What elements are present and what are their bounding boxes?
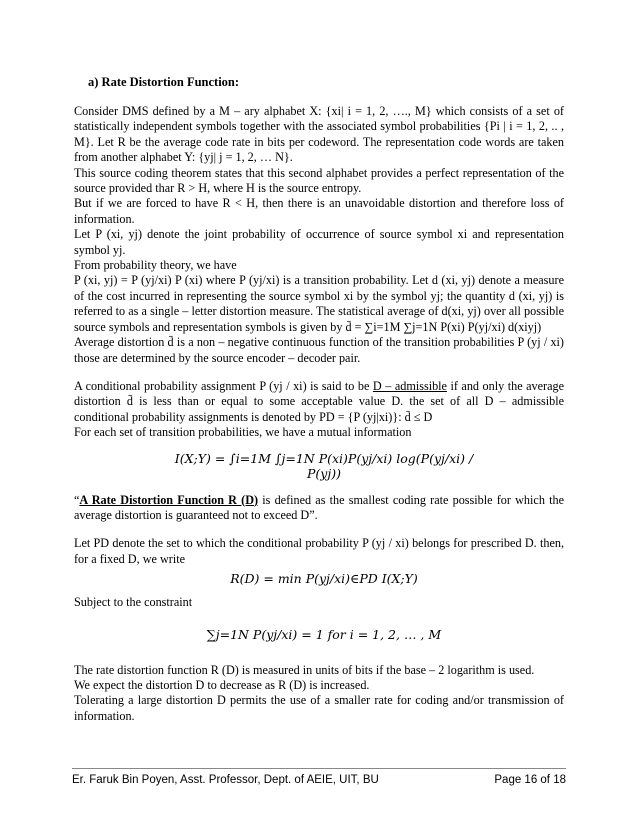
rate-distortion-formula <box>74 567 564 595</box>
paragraph-theorem: This source coding theorem states that this second alphabet provides a perfect representation of the source provided thar R > H, where H is the source entropy. <box>74 165 564 196</box>
paragraph-dms: Consider DMS defined by a M – ary alphabet X: {xi| i = 1, 2, …., M} which consists of a set of statistically independent symbols together with the associated symbol probabilities {Pi | i = 1, 2, .. , M}. Let R be the average code rate in bits per codeword. The representation code words are taken from another alphabet Y: {yj| j = 1, 2, … N}. <box>74 104 564 165</box>
paragraph-average-distortion: Average distortion d̄ is a non – negative continuous function of the transition probabilities P (yj / xi) those are determined by the source encoder – decoder pair. <box>74 335 564 365</box>
footer-page-number: Page 16 of 18 <box>494 774 566 786</box>
paragraph-transition: P (xi, yj) = P (yj/xi) P (xi) where P (yj/xi) is a transition probability. Let d (xi, yj) denote a measure of the cost incurred in representing the source symbol xi by the symbol yj; the quantity d (xi, yj) is referred to as a single – letter distortion measure. The statistical average of d(xi, yj) over all possible source symbols and representation symbols is given by d̄ = ∑i=1M ∑j=1N P(xi) P(yj/xi) d(xiyj) <box>74 273 564 334</box>
footer-divider <box>72 768 566 769</box>
paragraph-tolerating: Tolerating a large distortion D permits the use of a smaller rate for coding and/or transmission of information. <box>74 693 564 723</box>
quote-open: “ <box>74 492 80 507</box>
footer-author: Er. Faruk Bin Poyen, Asst. Professor, Dept. of AEIE, UIT, BU <box>72 774 379 786</box>
rate-distortion-expression: R(D) = min P(yj/xi)∈PD I(X;Y) <box>230 571 418 587</box>
paragraph-units: The rate distortion function R (D) is measured in units of bits if the base – 2 logarithm is used. <box>74 662 535 677</box>
rate-definition-term: A Rate Distortion Function R (D) <box>79 492 259 507</box>
mutual-information-expression: I(X;Y) = ∫i=1M ∫j=1N P(xi)P(yj/xi) log(P(yj/xi) / P(yj)) <box>174 450 474 481</box>
paragraph-joint: Let P (xi, yj) denote the joint probability of occurrence of source symbol xi and representation symbol yj. <box>74 227 564 257</box>
admissible-term: D – admissible <box>372 378 447 393</box>
paragraph-rate-definition <box>74 493 564 524</box>
rate-definition-text: is defined as the smallest coding rate possible for which the average distortion is guaranteed not to exceed D”. <box>74 492 564 522</box>
page-footer <box>72 774 566 786</box>
body-text <box>74 104 564 724</box>
mutual-information-formula <box>74 441 564 493</box>
admissible-text-b: if and only the average distortion d̄ is less than or equal to some acceptable value D. the set of all D – admissible conditional probability assignments is denoted by PD = {P (yj|xi)}: d̄ ≤ D <box>74 378 564 424</box>
paragraph-pd-set: Let PD denote the set to which the conditional probability P (yj / xi) belongs for prescribed D. then, for a fixed D, we write <box>74 536 564 566</box>
paragraph-expect: We expect the distortion D to decrease as R (D) is increased. <box>74 677 370 692</box>
section-heading: a) Rate Distortion Function: <box>88 75 240 89</box>
constraint-expression: ∑j=1N P(yj/xi) = 1 for i = 1, 2, … , M <box>206 626 442 642</box>
admissible-text-a: A conditional probability assignment P (yj / xi) is said to be <box>74 378 373 393</box>
paragraph-mutual: For each set of transition probabilities, we have a mutual information <box>74 425 412 440</box>
paragraph-probability: From probability theory, we have <box>74 258 237 273</box>
constraint-formula <box>74 611 564 663</box>
paragraph-admissible <box>74 379 564 425</box>
paragraph-subject: Subject to the constraint <box>74 595 193 610</box>
paragraph-forced: But if we are forced to have R < H, then there is an unavoidable distortion and therefore loss of information. <box>74 196 564 226</box>
